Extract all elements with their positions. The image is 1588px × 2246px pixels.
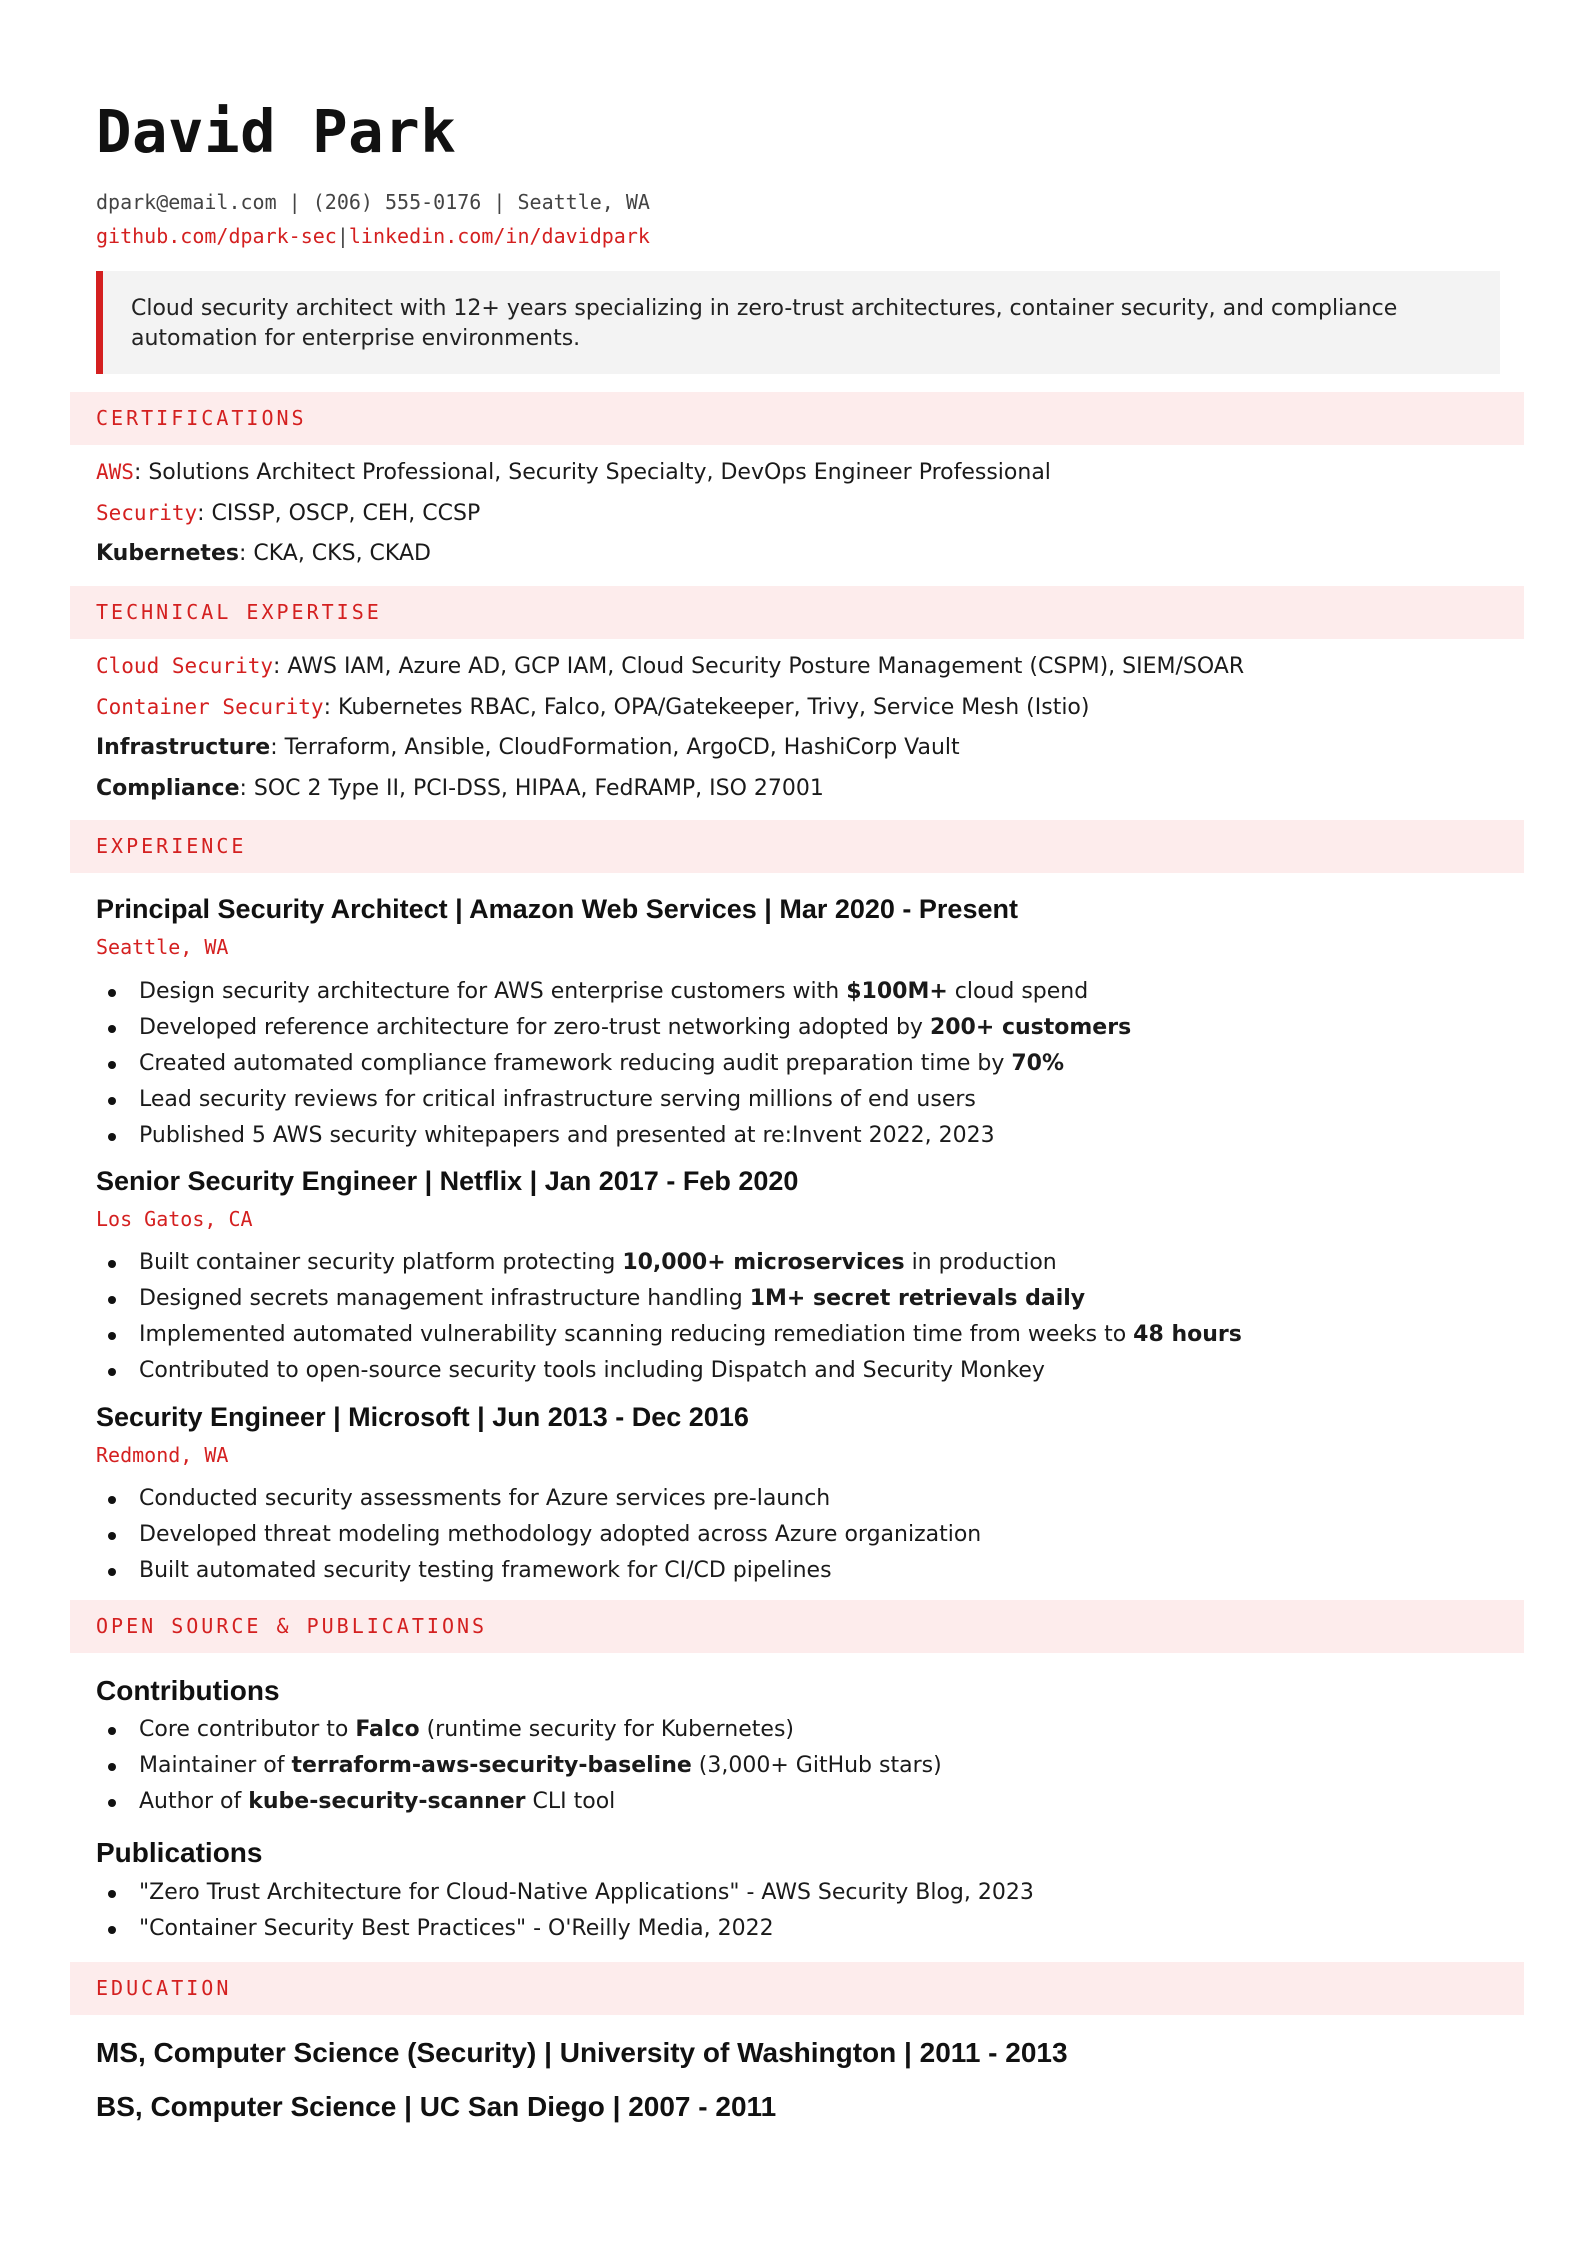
email: dpark@email.com [96, 190, 277, 214]
summary-block: Cloud security architect with 12+ years specializing in zero-trust architectures, container security, and compliance automation for enterprise environments. [96, 271, 1500, 374]
expertise-label: Infrastructure [96, 735, 271, 760]
list-item: Designed secrets management infrastructure handling 1M+ secret retrievals daily [96, 1281, 1496, 1317]
phone: (206) 555-0176 [312, 190, 482, 214]
candidate-name: David Park [96, 97, 457, 166]
cert-label: Security [96, 501, 198, 525]
section-heading-expertise: TECHNICAL EXPERTISE [70, 586, 1524, 639]
linkedin-link[interactable]: linkedin.com/in/davidpark [348, 224, 650, 248]
expertise-line [96, 650, 1244, 683]
list-item: Published 5 AWS security whitepapers and presented at re:Invent 2022, 2023 [96, 1118, 1496, 1154]
expertise-line [96, 773, 824, 805]
contact-separator: | [288, 190, 301, 214]
expertise-value: : Terraform, Ansible, CloudFormation, ArgoCD, HashiCorp Vault [270, 735, 960, 760]
cert-value: : Solutions Architect Professional, Security Specialty, DevOps Engineer Professional [133, 460, 1051, 485]
profile-links [96, 221, 650, 251]
list-item: Lead security reviews for critical infrastructure serving millions of end users [96, 1082, 1496, 1118]
cert-line [96, 538, 431, 570]
list-item: Maintainer of terraform-aws-security-baseline (3,000+ GitHub stars) [96, 1748, 1496, 1784]
list-item: Implemented automated vulnerability scanning reducing remediation time from weeks to 48 hours [96, 1317, 1496, 1353]
list-item: Built automated security testing framework for CI/CD pipelines [96, 1553, 1496, 1589]
expertise-label: Compliance [96, 776, 240, 801]
cert-value: : CISSP, OSCP, CEH, CCSP [197, 501, 481, 526]
publications-heading: Publications [96, 1837, 263, 1868]
list-item: Built container security platform protecting 10,000+ microservices in production [96, 1245, 1496, 1281]
location: Seattle, WA [517, 190, 650, 214]
list-item: "Zero Trust Architecture for Cloud-Native Applications" - AWS Security Blog, 2023 [96, 1875, 1496, 1911]
job-title: Security Engineer | Microsoft | Jun 2013 - Dec 2016 [96, 1402, 749, 1432]
job-location: Seattle, WA [96, 935, 229, 959]
section-heading-experience: EXPERIENCE [70, 820, 1524, 873]
list-item: Conducted security assessments for Azure services pre-launch [96, 1481, 1496, 1517]
job-title: Senior Security Engineer | Netflix | Jan 2017 - Feb 2020 [96, 1166, 799, 1196]
cert-line [96, 456, 1051, 489]
job-bullets [96, 1245, 1496, 1389]
list-item: Author of kube-security-scanner CLI tool [96, 1784, 1496, 1820]
section-heading-open-source: OPEN SOURCE & PUBLICATIONS [70, 1600, 1524, 1653]
cert-value: : CKA, CKS, CKAD [238, 541, 431, 566]
expertise-value: : SOC 2 Type II, PCI-DSS, HIPAA, FedRAMP, ISO 27001 [239, 776, 824, 801]
job-bullets [96, 974, 1496, 1154]
section-heading-education: EDUCATION [70, 1962, 1524, 2015]
list-item: Contributed to open-source security tools including Dispatch and Security Monkey [96, 1353, 1496, 1389]
publications-list [96, 1875, 1496, 1947]
section-heading-certifications: CERTIFICATIONS [70, 392, 1524, 445]
education-entry: MS, Computer Science (Security) | University of Washington | 2011 - 2013 [96, 2037, 1068, 2068]
contributions-heading: Contributions [96, 1675, 280, 1706]
list-item: "Container Security Best Practices" - O'Reilly Media, 2022 [96, 1911, 1496, 1947]
expertise-value: : Kubernetes RBAC, Falco, OPA/Gatekeeper, Trivy, Service Mesh (Istio) [323, 695, 1090, 720]
expertise-label: Container Security [96, 695, 324, 719]
cert-line [96, 497, 480, 530]
list-item: Developed threat modeling methodology adopted across Azure organization [96, 1517, 1496, 1553]
contact-separator: | [493, 190, 506, 214]
list-item: Core contributor to Falco (runtime security for Kubernetes) [96, 1712, 1496, 1748]
list-item: Developed reference architecture for zero-trust networking adopted by 200+ customers [96, 1010, 1496, 1046]
contact-line [96, 187, 650, 217]
job-location: Redmond, WA [96, 1443, 229, 1467]
job-bullets [96, 1481, 1496, 1589]
list-item: Created automated compliance framework reducing audit preparation time by 70% [96, 1046, 1496, 1082]
cert-label: Kubernetes [96, 541, 239, 566]
contributions-list [96, 1712, 1496, 1820]
link-separator: | [336, 224, 349, 248]
job-location: Los Gatos, CA [96, 1207, 253, 1231]
github-link[interactable]: github.com/dpark-sec [96, 224, 337, 248]
education-entry: BS, Computer Science | UC San Diego | 2007 - 2011 [96, 2091, 777, 2122]
expertise-line [96, 732, 960, 764]
job-title: Principal Security Architect | Amazon Web Services | Mar 2020 - Present [96, 894, 1018, 924]
expertise-line [96, 691, 1089, 724]
expertise-value: : AWS IAM, Azure AD, GCP IAM, Cloud Security Posture Management (CSPM), SIEM/SOAR [273, 654, 1245, 679]
cert-label: AWS [96, 460, 134, 484]
expertise-label: Cloud Security [96, 654, 274, 678]
list-item: Design security architecture for AWS enterprise customers with $100M+ cloud spend [96, 974, 1496, 1010]
